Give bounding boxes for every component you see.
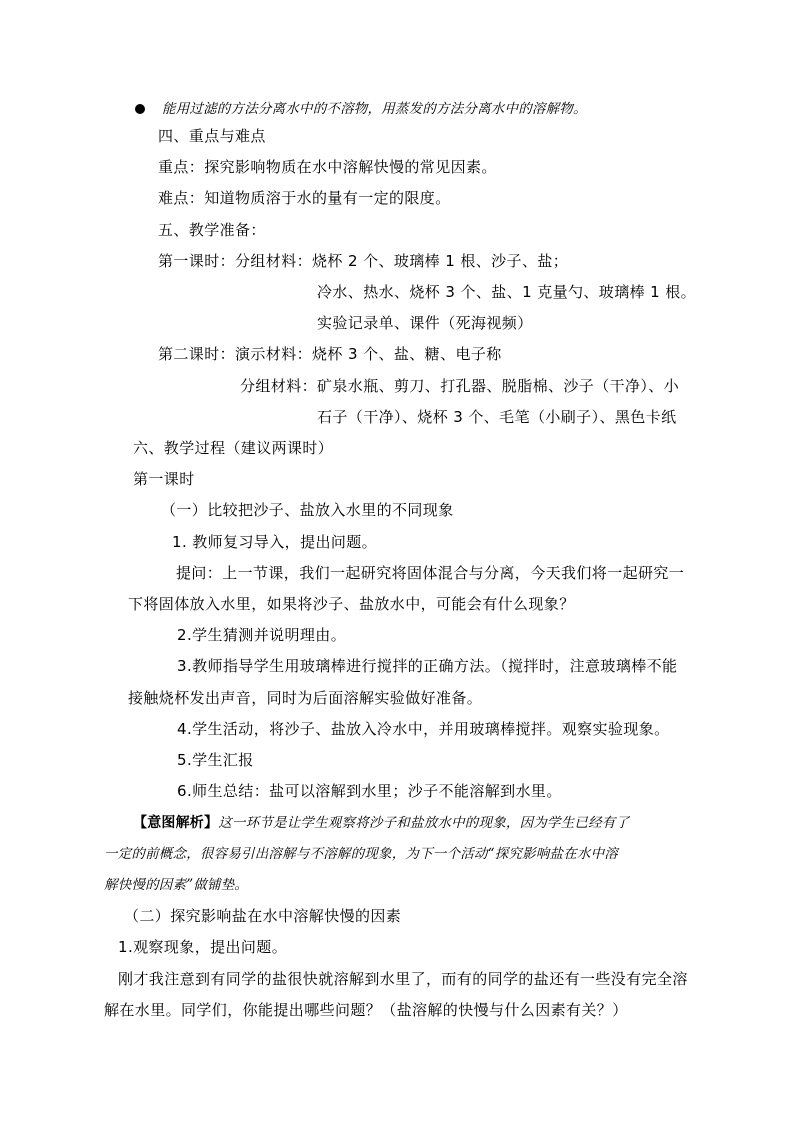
observe-step: 1.观察现象，提出问题。 — [118, 938, 288, 956]
intent-label: 【意图解析】 — [133, 815, 219, 831]
observe-text: 刚才我注意到有同学的盐很快就溶解到水里了，而有的同学的盐还有一些没有完全溶 — [118, 970, 688, 988]
step-5: 5.学生汇报 — [177, 751, 254, 769]
section-heading-5: 五、教学准备： — [158, 221, 266, 239]
section-heading-4: 四、重点与难点 — [158, 127, 266, 145]
intent-analysis — [133, 813, 629, 833]
step-3-cont: 接触烧杯发出声音，同时为后面溶解实验做好准备。 — [128, 689, 483, 707]
observe-text-cont: 解在水里。同学们，你能提出哪些问题？（盐溶解的快慢与什么因素有关？） — [104, 1001, 628, 1019]
lesson2-group-materials-cont: 石子（干净）、烧杯 3 个、毛笔（小刷子）、黑色卡纸 — [317, 408, 677, 426]
question-line: 提问：上一节课，我们一起研究将固体混合与分离，今天我们将一起研究一 — [176, 564, 685, 582]
intent-text: 这一环节是让学生观察将沙子和盐放水中的现象，因为学生已经有了 — [218, 815, 630, 831]
objective-line: 能用过滤的方法分离水中的不溶物，用蒸发的方法分离水中的溶解物。 — [162, 101, 587, 117]
lesson2-group-materials: 分组材料：矿泉水瓶、剪刀、打孔器、脱脂棉、沙子（干净）、小 — [240, 377, 680, 395]
lesson1-materials-cont2: 实验记录单、课件（死海视频） — [317, 314, 533, 332]
subsection-2-heading: （二）探究影响盐在水中溶解快慢的因素 — [124, 907, 402, 925]
step-2: 2.学生猜测并说明理由。 — [177, 626, 347, 644]
lesson2-demo-materials: 第二课时：演示材料：烧杯 3 个、盐、糖、电子称 — [158, 345, 502, 363]
lesson-one-title: 第一课时 — [133, 470, 195, 488]
step-1: 1. 教师复习导入，提出问题。 — [172, 533, 378, 551]
intent-analysis-cont: 一定的前概念，很容易引出溶解与不溶解的现象，为下一个活动“探究影响盐在水中溶 — [104, 846, 619, 862]
intent-analysis-cont2: 解快慢的因素”做铺垫。 — [104, 877, 249, 893]
step-3: 3.教师指导学生用玻璃棒进行搅拌的正确方法。（搅拌时，注意玻璃棒不能 — [177, 657, 678, 675]
key-point: 重点：探究影响物质在水中溶解快慢的常见因素。 — [158, 158, 497, 176]
step-4: 4.学生活动，将沙子、盐放入冷水中，并用玻璃棒搅拌。观察实验现象。 — [177, 720, 670, 738]
lesson1-materials-cont: 冷水、热水、烧杯 3 个、盐、1 克量勺、玻璃棒 1 根。 — [317, 283, 697, 301]
question-line-cont: 下将固体放入水里，如果将沙子、盐放水中，可能会有什么现象？ — [128, 595, 575, 613]
section-heading-6: 六、教学过程（建议两课时） — [133, 439, 334, 457]
subsection-1-heading: （一）比较把沙子、盐放入水里的不同现象 — [161, 501, 454, 519]
bullet-icon — [135, 104, 145, 114]
lesson1-materials: 第一课时：分组材料：烧杯 2 个、玻璃棒 1 根、沙子、盐； — [158, 252, 569, 270]
step-6: 6.师生总结：盐可以溶解到水里；沙子不能溶解到水里。 — [177, 782, 562, 800]
difficult-point: 难点：知道物质溶于水的量有一定的限度。 — [158, 189, 451, 207]
